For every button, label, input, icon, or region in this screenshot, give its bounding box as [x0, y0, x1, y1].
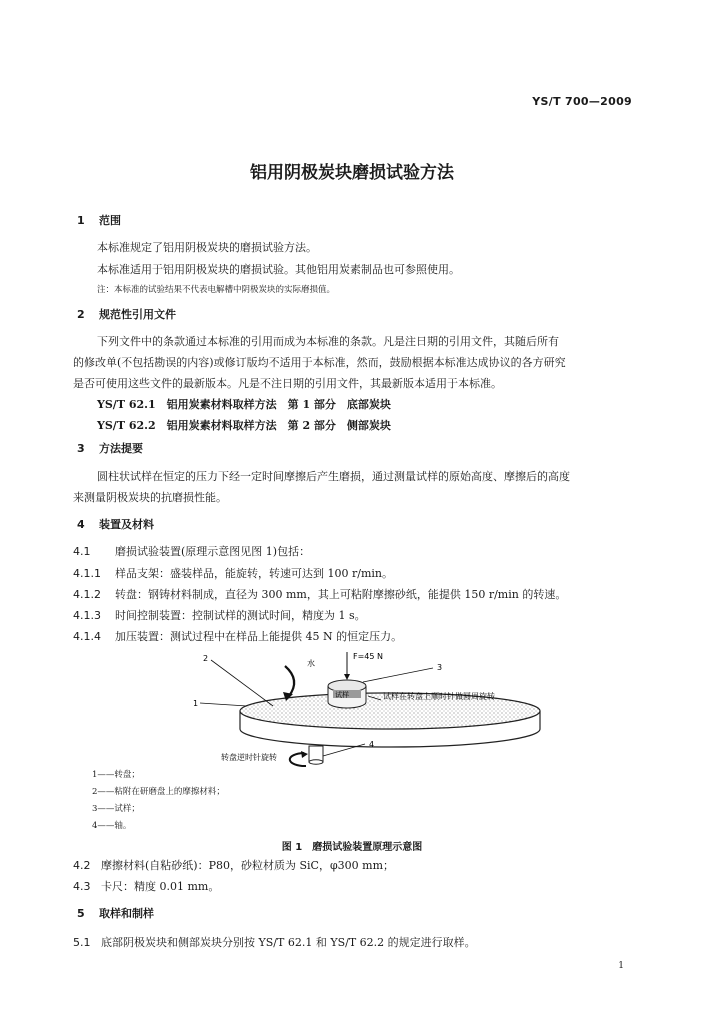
standard-number: YS/T 700—2009: [532, 95, 632, 108]
clause-number: 4.1: [73, 545, 91, 558]
section-1-heading: [77, 212, 121, 228]
disc-rotation-arrow: [290, 751, 308, 766]
sample-cylinder: [328, 680, 366, 708]
shaft: [309, 746, 323, 764]
paragraph-line: 圆柱状试样在恒定的压力下经一定时间摩擦后产生磨损，通过测量试样的原始高度、摩擦后的高度: [97, 470, 570, 483]
page-number: 1: [618, 961, 624, 971]
clause-4-1-3: [73, 607, 366, 623]
paragraph-line: 的修改单(不包括勘误的内容)或修订版均不适用于本标准，然而，鼓励根据本标准达成协议的各方研究: [73, 356, 566, 369]
section-number: 4: [77, 518, 85, 531]
turntable-disc: [240, 693, 540, 747]
clause-number: 4.1.1: [73, 567, 101, 580]
clause-4-1-2: [73, 586, 566, 602]
label-3: 3: [437, 663, 443, 672]
clause-text: 磨损试验装置(原理示意图见图 1)包括：: [115, 545, 311, 558]
clause-4-3: [73, 878, 219, 894]
clause-text: 摩擦材料(自粘砂纸)：P80，砂粒材质为 SiC，φ300 mm；: [101, 859, 395, 872]
section-title: 规范性引用文件: [99, 308, 176, 321]
legend-item: 3——试样；: [92, 804, 140, 814]
label-1: 1: [193, 699, 199, 708]
clause-text: 时间控制装置：控制试样的测试时间，精度为 1 s。: [115, 609, 366, 622]
section-5-heading: [77, 905, 154, 921]
clause-4-2: [73, 857, 394, 873]
section-title: 范围: [99, 214, 121, 227]
clause-5-1: [73, 934, 476, 950]
section-2-heading: [77, 306, 176, 322]
section-number: 1: [77, 214, 85, 227]
section-number: 3: [77, 442, 85, 455]
force-arrow: [344, 652, 350, 680]
note: 注：本标准的试验结果不代表电解槽中阴极炭块的实际磨损值。: [97, 285, 336, 295]
clause-4-1-4: [73, 628, 402, 644]
clause-number: 4.3: [73, 880, 91, 893]
clause-text: 样品支架：盛装样品，能旋转，转速可达到 100 r/min。: [115, 567, 393, 580]
legend-item: 2——粘附在研磨盘上的摩擦材料；: [92, 787, 225, 797]
paragraph-line: 来测量阴极炭块的抗磨损性能。: [73, 491, 227, 504]
clause-number: 4.1.2: [73, 588, 101, 601]
page-title: 铝用阴极炭块磨损试验方法: [250, 163, 454, 183]
label-force: F=45 N: [353, 652, 384, 661]
section-title: 方法提要: [99, 442, 143, 455]
clause-number: 4.1.3: [73, 609, 101, 622]
paragraph-line: 下列文件中的条款通过本标准的引用而成为本标准的条款。凡是注日期的引用文件，其随后所有: [97, 335, 559, 348]
paragraph-line: 是否可使用这些文件的最新版本。凡是不注日期的引用文件，其最新版本适用于本标准。: [73, 377, 502, 390]
paragraph: 本标准适用于铝用阴极炭块的磨损试验。其他铝用炭素制品也可参照使用。: [97, 263, 460, 276]
figure-caption: 图 1 磨损试验装置原理示意图: [281, 842, 423, 853]
section-title: 取样和制样: [99, 907, 154, 920]
clause-text: 加压装置：测试过程中在样品上能提供 45 N 的恒定压力。: [115, 630, 403, 643]
clause-text: 底部阴极炭块和侧部炭块分别按 YS/T 62.1 和 YS/T 62.2 的规定进行取样。: [101, 936, 476, 949]
label-disc-rotation: 转盘逆时针旋转: [221, 753, 277, 762]
reference-2: YS/T 62.2 铝用炭素材料取样方法 第 2 部分 侧部炭块: [97, 419, 391, 432]
figure-1-diagram: [185, 648, 555, 778]
section-number: 5: [77, 907, 85, 920]
section-3-heading: [77, 440, 143, 456]
label-2: 2: [203, 654, 209, 663]
label-water: 水: [307, 659, 315, 668]
clause-text: 转盘：钢铸材料制成，直径为 300 mm，其上可粘附摩擦砂纸，能提供 150 r/min 的转速。: [115, 588, 567, 601]
section-4-heading: [77, 516, 154, 532]
clause-text: 卡尺：精度 0.01 mm。: [101, 880, 220, 893]
reference-1: YS/T 62.1 铝用炭素材料取样方法 第 1 部分 底部炭块: [97, 398, 391, 411]
clause-number: 4.2: [73, 859, 91, 872]
clause-4-1: [73, 543, 310, 559]
clause-number: 5.1: [73, 936, 91, 949]
paragraph: 本标准规定了铝用阴极炭块的磨损试验方法。: [97, 241, 317, 254]
label-sample-rotation: 试样在转盘上顺时针做圆周旋转: [383, 692, 495, 701]
legend-item: 4——轴。: [92, 821, 132, 831]
label-4: 4: [369, 740, 375, 749]
section-number: 2: [77, 308, 85, 321]
clause-number: 4.1.4: [73, 630, 101, 643]
legend-item: 1——转盘；: [92, 770, 140, 780]
section-title: 装置及材料: [99, 518, 154, 531]
clause-4-1-1: [73, 565, 393, 581]
sample-label: 试样: [335, 691, 349, 699]
water-arrow: [283, 666, 294, 701]
